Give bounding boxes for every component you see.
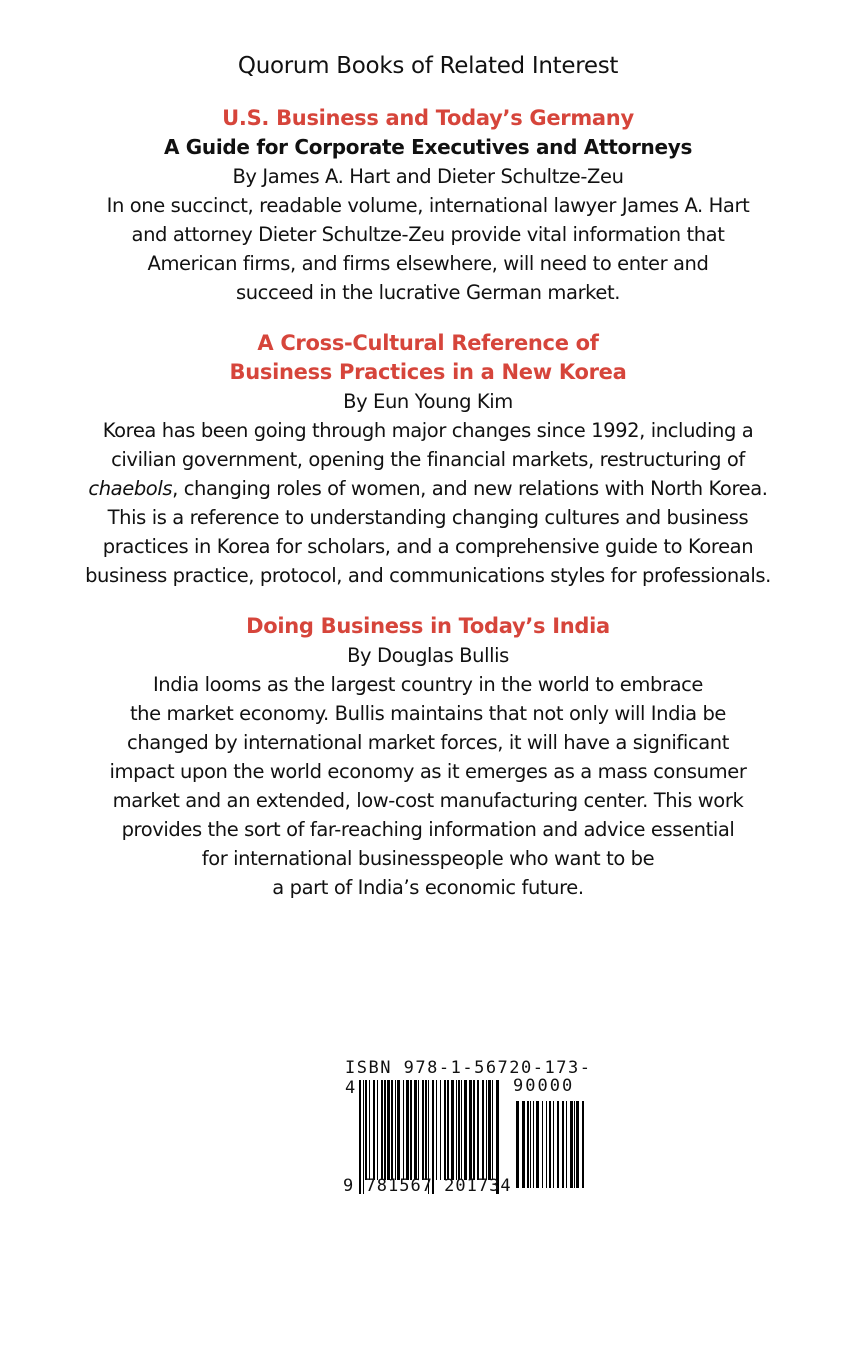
barcode-bar — [546, 1101, 547, 1188]
description-line: and attorney Dieter Schultze-Zeu provide vital information that — [131, 223, 725, 246]
barcode-bar — [542, 1101, 543, 1188]
addon-number: 90000 — [513, 1076, 575, 1096]
barcode-bar — [522, 1101, 525, 1188]
barcode-bar — [566, 1101, 567, 1188]
isbn-barcode — [343, 1058, 593, 1198]
barcode-bar — [536, 1101, 539, 1188]
ean-lead-digit: 9 — [343, 1176, 355, 1196]
description-line: impact upon the world economy as it emerges as a mass consumer — [109, 760, 747, 783]
description-line: This is a reference to understanding changing cultures and business — [107, 506, 749, 529]
description-line: changed by international market forces, it will have a significant — [127, 731, 729, 754]
book-byline: By James A. Hart and Dieter Schultze-Zeu — [232, 165, 624, 188]
book-title: A Cross-Cultural Reference of — [257, 331, 599, 355]
description-line: succeed in the lucrative German market. — [235, 281, 621, 304]
description-line: India looms as the largest country in the world to embrace — [152, 673, 704, 696]
description-line: In one succinct, readable volume, international lawyer James A. Hart — [106, 194, 750, 217]
barcode-bar — [553, 1101, 554, 1188]
barcode-bar — [530, 1101, 531, 1188]
barcode-bar — [527, 1101, 529, 1188]
book-india — [0, 612, 856, 902]
description-line: the market economy. Bullis maintains that not only will India be — [129, 702, 727, 725]
description-line: for international businesspeople who want to be — [201, 847, 655, 870]
description-line: market and an extended, low-cost manufacturing center. This work — [112, 789, 744, 812]
barcode-bar — [570, 1101, 573, 1188]
barcode-bar — [549, 1101, 551, 1188]
description-line: Korea has been going through major changes since 1992, including a — [102, 419, 754, 442]
book-title: U.S. Business and Today’s Germany — [222, 106, 634, 130]
barcode-bar — [516, 1101, 519, 1188]
description-line — [0, 474, 856, 503]
book-germany — [0, 104, 856, 307]
ean-number — [343, 1176, 512, 1196]
description-line: a part of India’s economic future. — [272, 876, 584, 899]
book-subtitle: A Guide for Corporate Executives and Attorneys — [163, 135, 693, 159]
barcode-bar — [533, 1101, 534, 1188]
book-byline: By Douglas Bullis — [347, 644, 509, 667]
book-title: Doing Business in Today’s India — [246, 614, 610, 638]
book-korea — [0, 329, 856, 590]
barcode-bar — [574, 1101, 575, 1188]
description-line: provides the sort of far-reaching information and advice essential — [121, 818, 735, 841]
italic-term: chaebols — [88, 477, 173, 500]
barcode-bar — [576, 1101, 579, 1188]
barcode-bar — [557, 1101, 559, 1188]
barcode-bar — [562, 1101, 564, 1188]
ean-digits: 781567 201734 — [365, 1176, 512, 1196]
book-title: Business Practices in a New Korea — [229, 360, 627, 384]
back-cover — [0, 48, 856, 924]
description-line: civilian government, opening the financial markets, restructuring of — [111, 448, 745, 471]
book-byline: By Eun Young Kim — [343, 390, 513, 413]
isbn-label: ISBN 978-1-56720-173-4 — [345, 1058, 592, 1098]
description-line: business practice, protocol, and communications styles for professionals. — [85, 564, 771, 587]
description-line: practices in Korea for scholars, and a comprehensive guide to Korean — [102, 535, 754, 558]
barcode-bar — [582, 1101, 584, 1188]
series-heading: Quorum Books of Related Interest — [237, 53, 619, 79]
description-text: , changing roles of women, and new relations with North Korea. — [172, 477, 768, 500]
description-line: American firms, and firms elsewhere, will need to enter and — [147, 252, 709, 275]
